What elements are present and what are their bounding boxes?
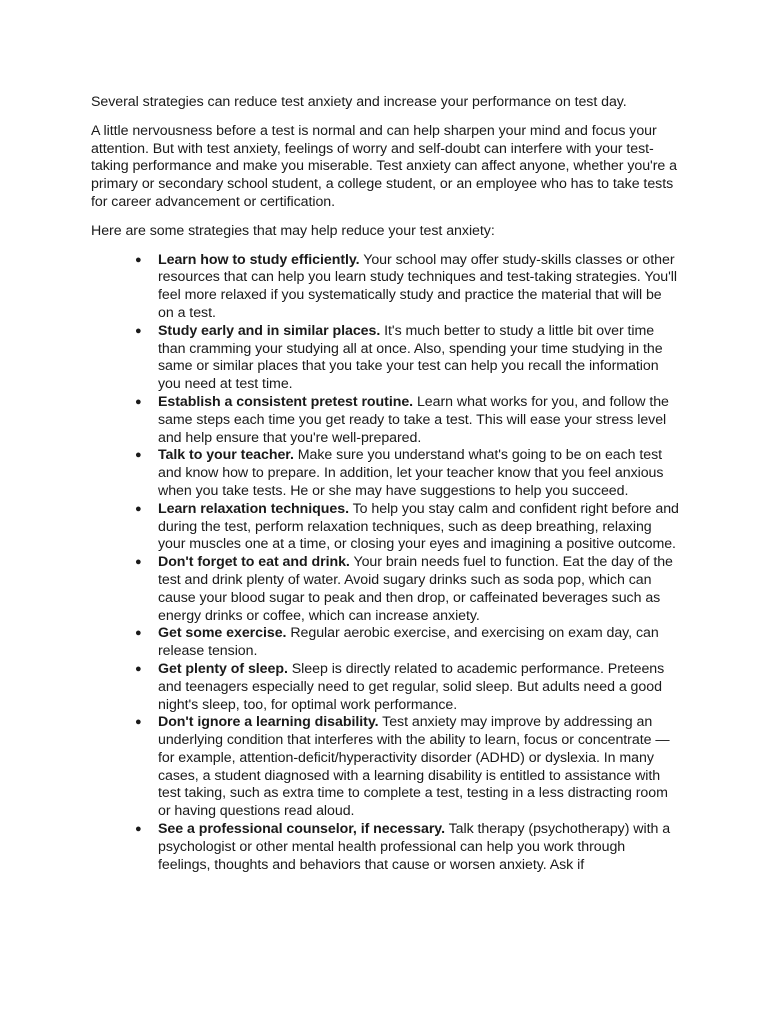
bullet-icon: ● (135, 502, 142, 515)
strategy-title: See a professional counselor, if necessary. (158, 821, 445, 838)
description-paragraph: A little nervousness before a test is normal and can help sharpen your mind and focus your attention. But with test anxiety, feelings of worry and self-doubt can interfere with your test-taking performance and make you miserable. Test anxiety can affect anyone, whether you're a primary or secondary school student, a college student, or an employee who has to take tests for career advancement or certification. (91, 122, 677, 210)
bullet-icon: ● (135, 324, 142, 337)
strategy-title: Don't forget to eat and drink. (158, 554, 350, 571)
strategy-text: Talk therapy (psychotherapy) with a psychologist or other mental health professional can help you work through feelings, thoughts and behaviors that cause or worsen anxiety. Ask if (158, 821, 671, 873)
list-item (135, 821, 681, 874)
list-item (135, 554, 681, 625)
strategy-text: To help you stay calm and confident right before and during the test, perform relaxation techniques, such as deep breathing, relaxing your muscles one at a time, or closing your eyes and imagining a positive outcome. (158, 500, 679, 553)
strategy-text: Your brain needs fuel to function. Eat the day of the test and drink plenty of water. Avoid sugary drinks such as soda pop, which can cause your blood sugar to peak and then drop, or caffeinated beverages such as energy drinks or coffee, which can increase anxiety. (158, 554, 673, 624)
strategy-title: Don't ignore a learning disability. (158, 714, 379, 731)
list-item (135, 660, 681, 714)
list-item (135, 251, 681, 323)
document-body (91, 94, 681, 874)
list-item (135, 500, 681, 554)
strategy-title: Study early and in similar places. (158, 322, 381, 339)
bullet-icon: ● (135, 556, 142, 569)
strategy-text: Your school may offer study-skills classes or other resources that can help you learn study techniques and test-taking strategies. You'll feel more relaxed if you systematically study and practice the material that will be on a test. (158, 251, 677, 321)
strategy-text: Make sure you understand what's going to be on each test and know how to prepare. In addition, let your teacher know that you feel anxious when you take tests. He or she may have suggestions to help you succeed. (158, 447, 664, 499)
strategy-list (91, 252, 681, 875)
bullet-icon: ● (135, 823, 142, 836)
strategy-title: Get plenty of sleep. (158, 660, 288, 677)
intro-paragraph: Several strategies can reduce test anxiety and increase your performance on test day. (91, 94, 627, 110)
bullet-icon: ● (135, 662, 142, 675)
strategy-title: Learn how to study efficiently. (158, 251, 360, 268)
bullet-icon: ● (135, 395, 142, 408)
list-item (135, 625, 681, 661)
strategy-text: Sleep is directly related to academic performance. Preteens and teenagers especially need to get regular, solid sleep. But adults need a good night's sleep, too, for optimal work performance. (158, 660, 665, 713)
bullet-icon: ● (135, 716, 142, 729)
bullet-icon: ● (135, 253, 142, 266)
bullet-icon: ● (135, 449, 142, 462)
strategy-text: Learn what works for you, and follow the same steps each time you get ready to take a test. This will ease your stress level and help ensure that you're well-prepared. (158, 393, 669, 446)
strategy-title: Get some exercise. (158, 625, 287, 642)
lead-in-paragraph: Here are some strategies that may help reduce your test anxiety: (91, 222, 495, 239)
strategy-title: Establish a consistent pretest routine. (158, 393, 414, 410)
strategy-text: Test anxiety may improve by addressing an underlying condition that interferes with the ability to learn, focus or concentrate — for example, attention-deficit/hyperactivity disorder (ADHD) or dyslexia. In many cases, a student diagnosed with a learning disability is entitled to assistance with test taking, such as extra time to complete a test, testing in a less distracting room or having questions read aloud. (158, 714, 670, 820)
strategy-text: Regular aerobic exercise, and exercising on exam day, can release tension. (158, 625, 659, 660)
list-item (135, 714, 681, 821)
strategy-title: Learn relaxation techniques. (158, 500, 349, 517)
bullet-icon: ● (135, 627, 142, 640)
list-item (135, 322, 681, 394)
strategy-title: Talk to your teacher. (158, 447, 294, 464)
list-item (135, 393, 681, 447)
list-item (135, 447, 681, 500)
strategy-text: It's much better to study a little bit over time than cramming your studying all at once. Also, spending your time studying in the same or similar places that you take your test can help you recall the information you need at test time. (158, 322, 663, 393)
